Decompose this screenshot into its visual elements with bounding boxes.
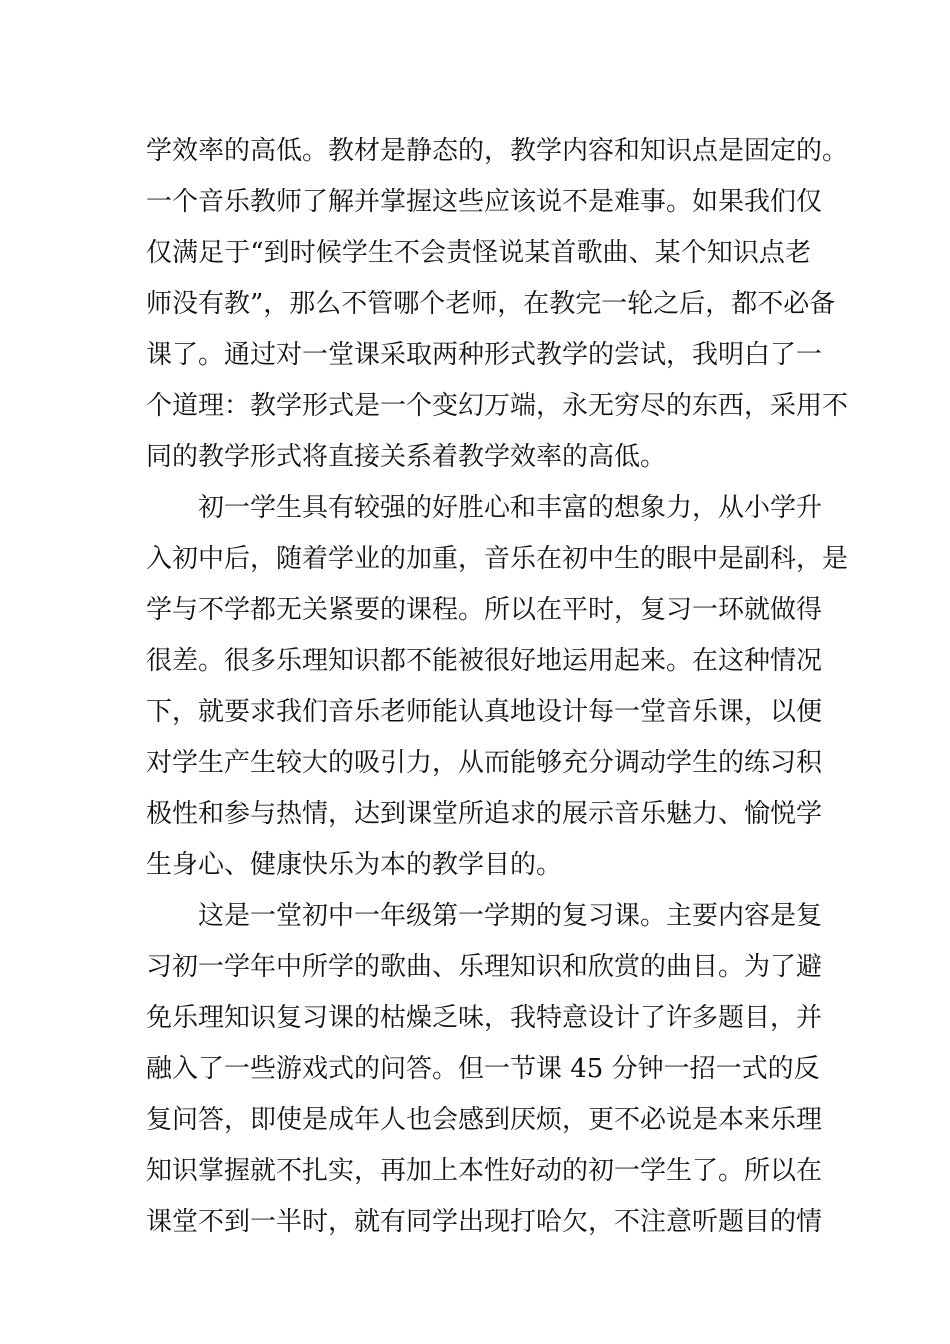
text-line: 同的教学形式将直接关系着教学效率的高低。 — [146, 442, 667, 472]
text-line: 初一学生具有较强的好胜心和丰富的想象力，从小学升 — [198, 493, 823, 523]
body-text — [146, 126, 849, 1248]
text-line: 习初一学年中所学的歌曲、乐理知识和欣赏的曲目。为了避 — [146, 952, 823, 982]
text-line: 一个音乐教师了解并掌握这些应该说不是难事。如果我们仅 — [146, 187, 823, 217]
text-line: 下，就要求我们音乐老师能认真地设计每一堂音乐课，以便 — [146, 697, 823, 727]
text-line: 生身心、健康快乐为本的教学目的。 — [146, 850, 563, 880]
text-line: 很差。很多乐理知识都不能被很好地运用起来。在这种情况 — [146, 646, 823, 676]
text-line: 课堂不到一半时，就有同学出现打哈欠，不注意听题目的情 — [146, 1207, 823, 1237]
text-line: 学效率的高低。教材是静态的，教学内容和知识点是固定的。 — [146, 136, 849, 166]
text-line: 课了。通过对一堂课采取两种形式教学的尝试，我明白了一 — [146, 340, 823, 370]
text-line: 极性和参与热情，达到课堂所追求的展示音乐魅力、愉悦学 — [146, 799, 823, 829]
text-line: 个道理：教学形式是一个变幻万端，永无穷尽的东西，采用不 — [146, 391, 849, 421]
text-line: 复问答，即使是成年人也会感到厌烦，更不必说是本来乐理 — [146, 1105, 823, 1135]
text-line: 知识掌握就不扎实，再加上本性好动的初一学生了。所以在 — [146, 1156, 823, 1186]
text-line: 这是一堂初中一年级第一学期的复习课。主要内容是复 — [198, 901, 823, 931]
text-line: 融入了一些游戏式的问答。但一节课 45 分钟一招一式的反 — [146, 1054, 820, 1084]
text-line: 仅满足于“到时候学生不会责怪说某首歌曲、某个知识点老 — [146, 238, 811, 268]
text-line: 师没有教”，那么不管哪个老师，在教完一轮之后，都不必备 — [146, 289, 836, 319]
text-line: 学与不学都无关紧要的课程。所以在平时，复习一环就做得 — [146, 595, 823, 625]
text-line: 入初中后，随着学业的加重，音乐在初中生的眼中是副科，是 — [146, 544, 849, 574]
text-line: 对学生产生较大的吸引力，从而能够充分调动学生的练习积 — [146, 748, 823, 778]
text-line: 免乐理知识复习课的枯燥乏味，我特意设计了许多题目，并 — [146, 1003, 823, 1033]
